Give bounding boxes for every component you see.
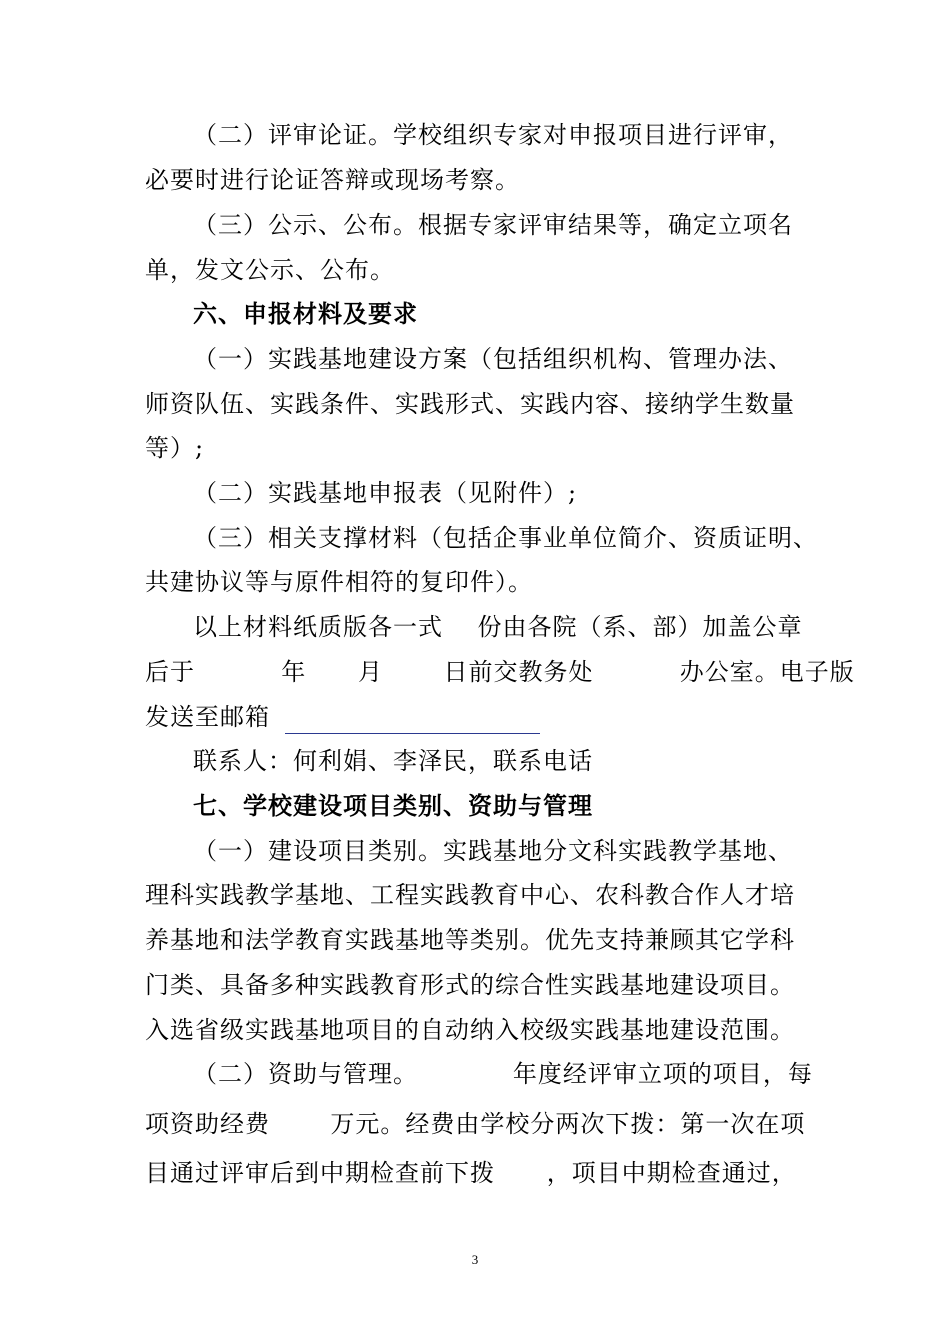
text-line: 师资队伍、实践条件、实践形式、实践内容、接纳学生数量	[145, 390, 795, 418]
text-line: 联系人：何利娟、李泽民，联系电话	[193, 747, 593, 775]
text-line: 共建协议等与原件相符的复印件）。	[145, 568, 533, 596]
text-line: 发送至邮箱	[145, 703, 270, 731]
page-number: 3	[471, 1252, 479, 1267]
text-line: 单，发文公示、公布。	[145, 256, 395, 284]
text-line: 理科实践教学基地、工程实践教育中心、农科教合作人才培	[145, 881, 795, 909]
text-line: 目通过评审后到中期检查前下拨 ，项目中期检查通过，	[145, 1159, 797, 1187]
text-line: 门类、具备多种实践教育形式的综合性实践基地建设项目。	[145, 971, 795, 999]
text-line: 后于 年 月 日前交教务处 办公室。电子版	[145, 658, 855, 686]
text-line: 以上材料纸质版各一式 份由各院（系、部）加盖公章	[193, 613, 803, 641]
text-line: （一）建设项目类别。实践基地分文科实践教学基地、	[193, 837, 793, 865]
text-line: （三）公示、公布。根据专家评审结果等，确定立项名	[193, 211, 793, 239]
text-line: （二）评审论证。学校组织专家对申报项目进行评审，	[193, 121, 793, 149]
text-line: （二）资助与管理。 年度经评审立项的项目，每	[193, 1060, 813, 1088]
text-line: 项资助经费 万元。经费由学校分两次下拨：第一次在项	[145, 1110, 806, 1138]
text-line: （一）实践基地建设方案（包括组织机构、管理办法、	[193, 345, 793, 373]
email-underline	[285, 733, 540, 734]
text-line: （二）实践基地申报表（见附件）;	[193, 479, 578, 507]
text-line: 等）;	[145, 434, 205, 462]
section-heading: 六、申报材料及要求	[193, 300, 418, 328]
section-heading: 七、学校建设项目类别、资助与管理	[193, 792, 593, 820]
text-line: 养基地和法学教育实践基地等类别。优先支持兼顾其它学科	[145, 926, 795, 954]
text-line: （三）相关支撑材料（包括企事业单位简介、资质证明、	[193, 524, 818, 552]
text-line: 入选省级实践基地项目的自动纳入校级实践基地建设范围。	[145, 1016, 795, 1044]
text-line: 必要时进行论证答辩或现场考察。	[145, 166, 520, 194]
